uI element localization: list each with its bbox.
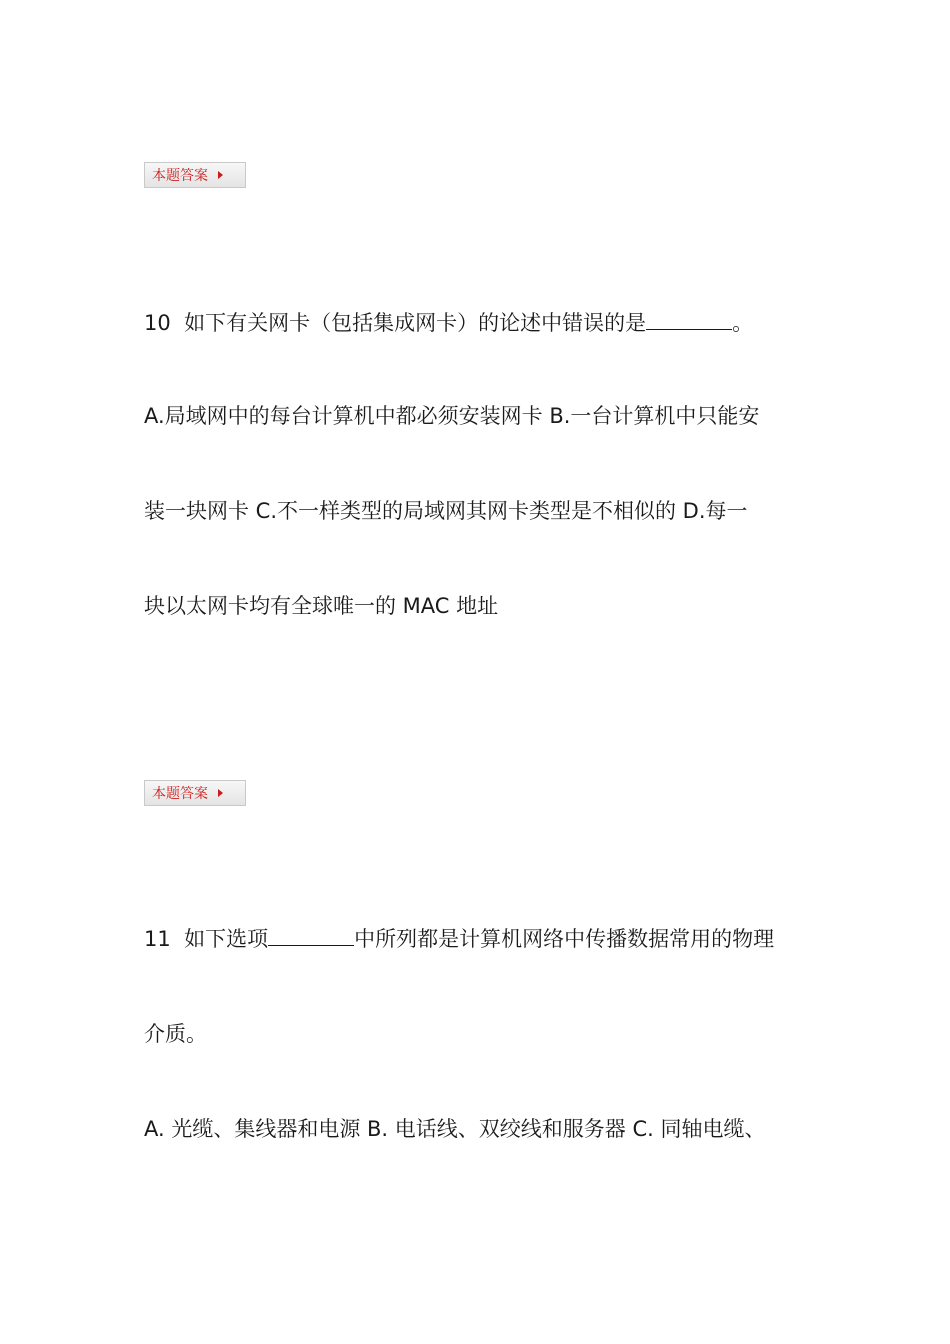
question-text-end: 。 xyxy=(732,311,754,335)
question-11-stem xyxy=(144,925,774,953)
answer-button-label: 本题答案 xyxy=(152,168,208,184)
question-10-options-line-1: A.局域网中的每台计算机中都必须安装网卡 B.一台计算机中只能安 xyxy=(144,404,760,428)
question-number: 11 xyxy=(144,927,171,951)
play-arrow-icon xyxy=(218,171,223,179)
fill-blank xyxy=(268,927,354,946)
answer-button[interactable] xyxy=(144,162,246,188)
fill-blank xyxy=(646,311,732,330)
question-10-stem xyxy=(144,309,753,337)
answer-button-label: 本题答案 xyxy=(152,786,208,802)
question-number: 10 xyxy=(144,311,171,335)
question-text-end: 中所列都是计算机网络中传播数据常用的物理 xyxy=(354,927,775,951)
question-text: 如下选项 xyxy=(184,927,269,951)
play-arrow-icon xyxy=(218,789,223,797)
answer-button[interactable] xyxy=(144,780,246,806)
question-11-stem-continued: 介质。 xyxy=(144,1022,207,1046)
question-10-options-line-2: 装一块网卡 C.不一样类型的局域网其网卡类型是不相似的 D.每一 xyxy=(144,499,748,523)
question-10-options-line-3: 块以太网卡均有全球唯一的 MAC 地址 xyxy=(144,594,499,618)
question-11-options-line-1: A. 光缆、集线器和电源 B. 电话线、双绞线和服务器 C. 同轴电缆、 xyxy=(144,1117,766,1141)
question-text: 如下有关网卡（包括集成网卡）的论述中错误的是 xyxy=(184,311,647,335)
